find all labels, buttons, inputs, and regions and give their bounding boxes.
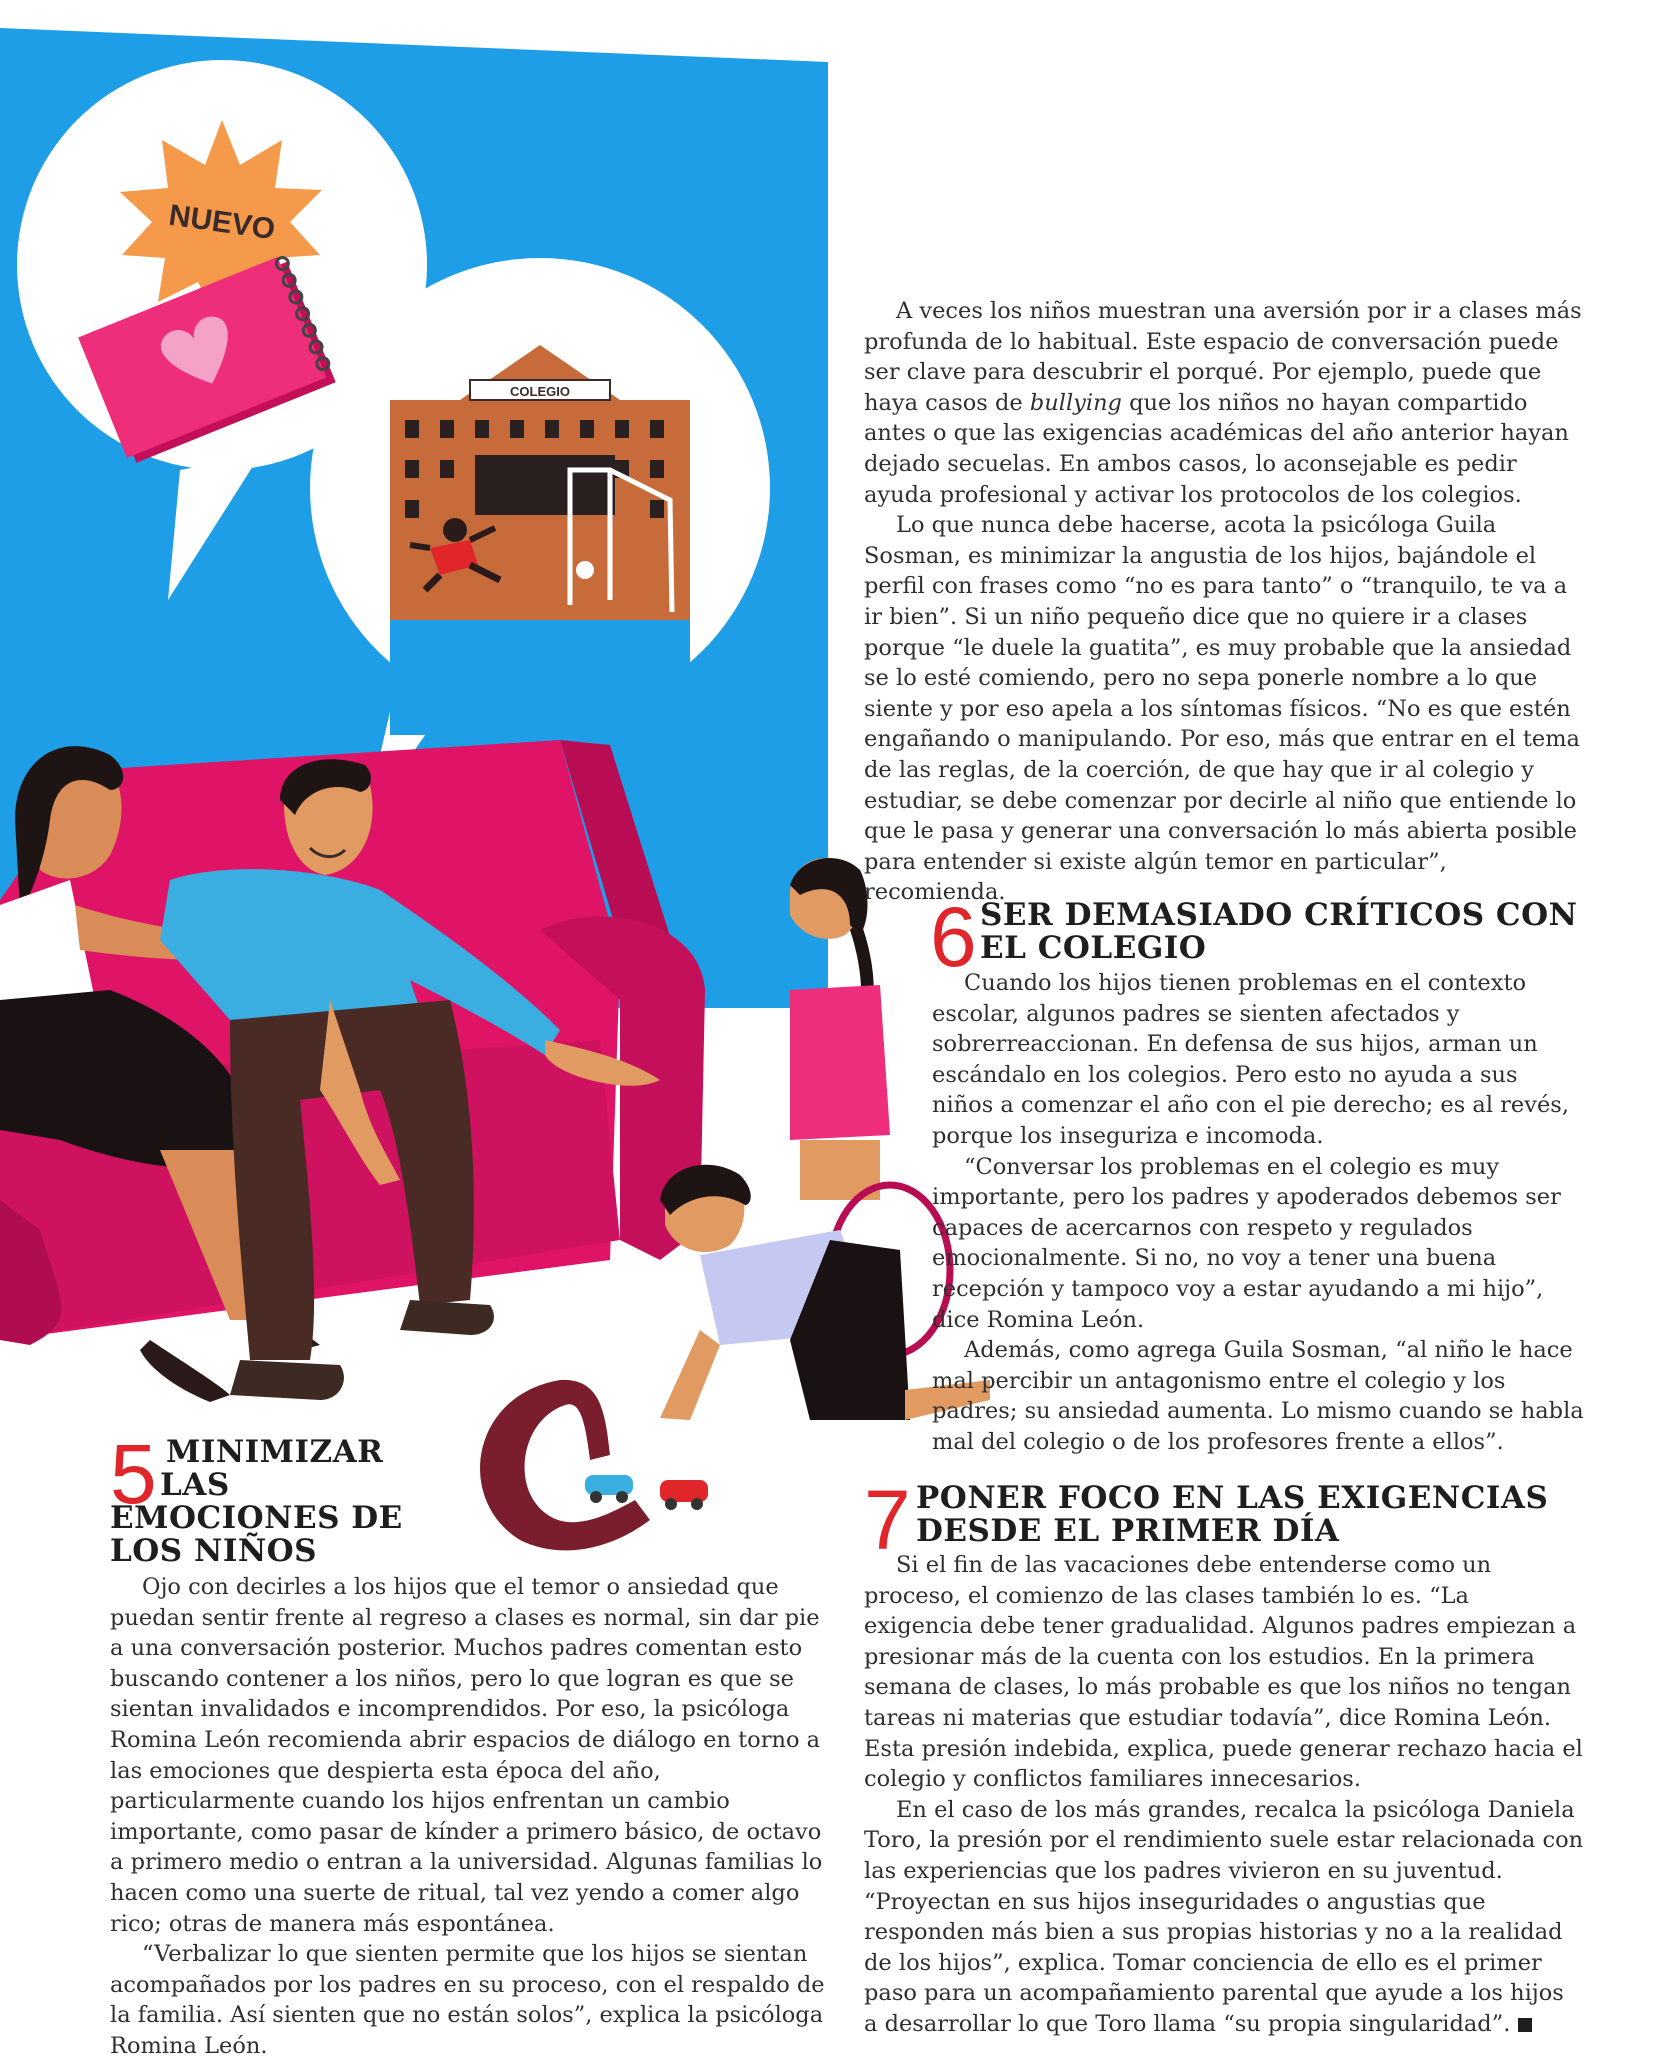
section-6-paragraph: Cuando los hijos tienen problemas en el contexto escolar, algunos padres se sienten afectados y sobrerreaccionan. En defensa de sus hijos, arman un escándalo en los colegios. Pero esto no ayuda a sus niños a comenzar el año con el pie derecho; es al revés, porque los inseguriza e incomoda.	[932, 970, 1569, 1149]
section-7-header	[864, 1473, 1584, 1567]
toy-car-red-icon	[660, 1480, 708, 1510]
section-6-paragraph: “Conversar los problemas en el colegio es muy importante, pero los padres y apoderados debemos ser capaces de acercarnos con respeto y regulados emocionalmente. Si no, no voy a tener una buena recepción y tampoco voy a estar ayudando a mi hijo”, dice Romina León.	[932, 1153, 1561, 1333]
section-5-header	[110, 1427, 470, 1572]
section-6-number: 6	[930, 890, 977, 984]
section-7-number: 7	[864, 1473, 911, 1567]
section-7-title: PONER FOCO EN LAS EXIGENCIAS DESDE EL PRIMER DÍA	[916, 1480, 1549, 1549]
section-5-paragraph: Ojo con decirles a los hijos que el temor o ansiedad que puedan sentir frente al regreso a clases es normal, sin dar pie a una conversación posterior. Muchos padres comentan esto buscando contener a los niños, pero lo que logran es que se sientan invalidados e incomprendidos. Por eso, la psicóloga Romina León recomienda abrir espacios de diálogo en torno a las emociones que despierta esta época del año, particularmente cuando los hijos enfrentan un cambio importante, como pasar de kínder a primero básico, de octavo a primero medio o entran a la universidad. Algunas familias lo hacen como una suerte de ritual, tal vez yendo a comer algo rico; otras de manera más espontánea.	[110, 1574, 823, 1937]
section-6-column	[932, 968, 1584, 1458]
section-7-column	[864, 1550, 1584, 2040]
section-5-title: MINIMIZAR LAS EMOCIONES DE LOS NIÑOS	[110, 1434, 403, 1569]
intro-column	[864, 296, 1584, 908]
section-5-paragraph: “Verbalizar lo que sienten permite que los hijos se sientan acompañados por los padres en su proceso, con el respaldo de la familia. Así sienten que no están solos”, explica la psicóloga Romina León.	[110, 1941, 825, 2059]
section-5-column	[110, 1572, 830, 2062]
intro-emphasis: bullying	[1029, 389, 1122, 416]
school-sign: COLEGIO	[510, 384, 570, 399]
section-6-title: SER DEMASIADO CRÍTICOS CON EL COLEGIO	[980, 897, 1578, 966]
badge-text: NUEVO	[166, 198, 278, 247]
end-of-article-mark	[1518, 2018, 1532, 2032]
section-5-number: 5	[110, 1427, 157, 1521]
intro-paragraph-2: Lo que nunca debe hacerse, acota la psicóloga Guila Sosman, es minimizar la angustia de los hijos, bajándole el perfil con frases como “no es para tanto” o “tranquilo, te va a ir bien”. Si un niño pequeño dice que no quiere ir a clases porque “le duele la guatita”, es muy probable que la ansiedad se lo esté comiendo, pero no sepa ponerle nombre a lo que siente y por eso apela a los síntomas físicos. “No es que estén engañando o manipulando. Por eso, más que entrar en el tema de las reglas, de la coerción, de que hay que ir al colegio y estudiar, se debe comenzar por decirle al niño que entiende lo que le pasa y generar una conversación lo más abierta posible para entender si existe algún temor en particular”, recomienda.	[864, 512, 1580, 906]
section-7-paragraph: En el caso de los más grandes, recalca la psicóloga Daniela Toro, la presión por el rendimiento suele estar relacionada con las experiencias que los padres vivieron en su juventud. “Proyectan en sus hijos inseguridades o angustias que responden más bien a sus propias historias y no a la realidad de los hijos”, explica. Tomar conciencia de ello es el primer paso para un acompañamiento parental que ayude a los hijos a desarrollar lo que Toro llama “su propia singularidad”.	[864, 1796, 1584, 2037]
toy-car-blue-icon	[585, 1475, 633, 1503]
ribbon-c-shape	[480, 1380, 650, 1550]
school-icon	[390, 345, 690, 735]
section-7-paragraph: Si el fin de las vacaciones debe entenderse como un proceso, el comienzo de las clases también lo es. “La exigencia debe tener gradualidad. Algunos padres empiezan a presionar más de la cuenta con los estudios. En la primera semana de clases, lo más probable es que los niños no tengan tareas ni materias que estudiar todavía”, dice Romina León. Esta presión indebida, explica, puede generar rechazo hacia el colegio y conflictos familiares innecesarios.	[864, 1552, 1583, 1793]
intro-paragraph-1: A veces los niños muestran una aversión por ir a clases más profunda de lo habitual. Este espacio de conversación puede ser clave para descubrir el porqué. Por ejemplo, puede que haya casos de bullying que los niños no hayan compartido antes o que las exigencias académicas del año anterior hayan dejado secuelas. En ambos casos, lo aconsejable es pedir ayuda profesional y activar los protocolos de los colegios.	[864, 298, 1582, 508]
section-6-header	[930, 890, 1630, 984]
section-6-paragraph: Además, como agrega Guila Sosman, “al niño le hace mal percibir un antagonismo entre el colegio y los padres; su ansiedad aumenta. Lo mismo cuando se habla mal del colegio o de los profesores frente a ellos”.	[932, 1337, 1584, 1455]
